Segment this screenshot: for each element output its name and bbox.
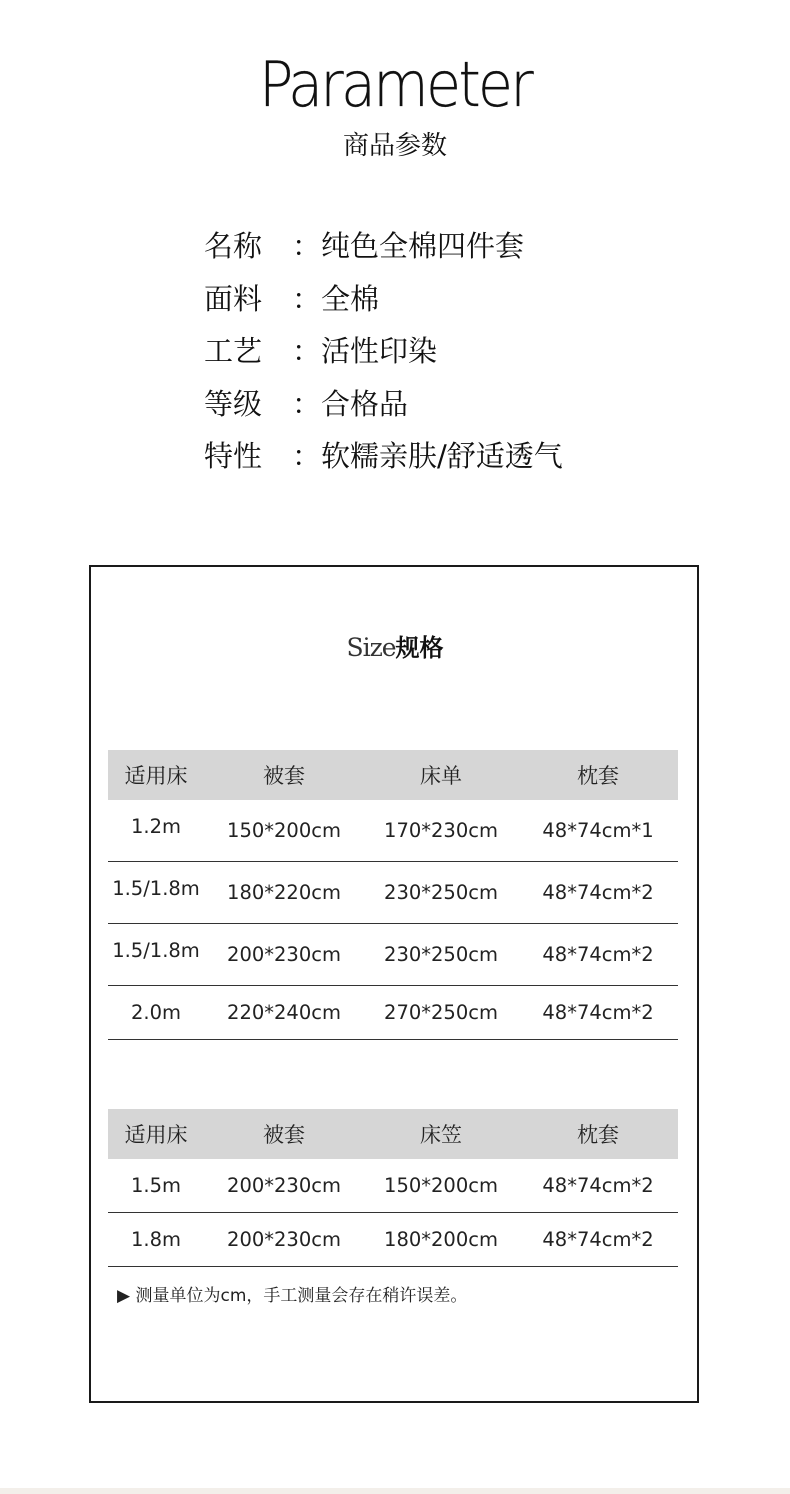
header-bed: 适用床 xyxy=(108,750,204,800)
cell-bed: 2.0m xyxy=(108,986,204,1040)
cell-sheet: 170*230cm xyxy=(364,800,518,862)
cell-fitted-sheet: 180*200cm xyxy=(364,1213,518,1267)
param-value: 活性印染 xyxy=(321,334,438,368)
page-title: Parameter xyxy=(259,48,531,121)
param-value: 合格品 xyxy=(321,386,409,421)
cell-bed: 1.5/1.8m xyxy=(108,862,204,924)
param-row-process xyxy=(204,329,563,382)
table-row xyxy=(108,1159,678,1213)
cell-pillowcase: 48*74cm*2 xyxy=(518,986,678,1040)
table-header-row xyxy=(108,750,678,800)
param-colon: ： xyxy=(292,386,322,421)
cell-duvet: 220*240cm xyxy=(204,986,364,1040)
cell-sheet: 230*250cm xyxy=(364,862,518,924)
bottom-divider xyxy=(0,1488,790,1494)
cell-duvet: 150*200cm xyxy=(204,800,364,862)
header-pillowcase: 枕套 xyxy=(518,750,678,800)
param-row-grade xyxy=(204,382,563,435)
param-label: 工艺 xyxy=(204,334,263,368)
header-fitted-sheet: 床笠 xyxy=(364,1109,518,1159)
param-row-feature xyxy=(204,434,563,487)
size-title-en: Size xyxy=(346,633,396,662)
measurement-note xyxy=(117,1284,467,1308)
table-row xyxy=(108,800,678,862)
size-title-cn: 规格 xyxy=(395,634,444,662)
param-row-name xyxy=(204,224,563,277)
table-row xyxy=(108,862,678,924)
param-list xyxy=(204,224,563,487)
cell-bed: 1.2m xyxy=(108,800,204,862)
page-subtitle: 商品参数 xyxy=(342,131,447,161)
cell-bed: 1.5m xyxy=(108,1159,204,1213)
cell-duvet: 200*230cm xyxy=(204,1159,364,1213)
table-row xyxy=(108,1213,678,1267)
header-sheet: 床单 xyxy=(364,750,518,800)
cell-pillowcase: 48*74cm*1 xyxy=(518,800,678,862)
table-row xyxy=(108,924,678,986)
cell-duvet: 180*220cm xyxy=(204,862,364,924)
size-table-flat-sheet xyxy=(108,750,678,1040)
note-text: 测量单位为cm，手工测量会存在稍许误差。 xyxy=(135,1286,468,1306)
param-colon: ： xyxy=(292,229,322,263)
param-colon: ： xyxy=(292,334,322,368)
cell-fitted-sheet: 150*200cm xyxy=(364,1159,518,1213)
param-label: 特性 xyxy=(204,439,263,473)
table-row xyxy=(108,986,678,1040)
cell-pillowcase: 48*74cm*2 xyxy=(518,862,678,924)
size-title xyxy=(0,630,790,666)
cell-bed: 1.8m xyxy=(108,1213,204,1267)
triangle-right-icon: ▶ xyxy=(117,1286,131,1306)
header-duvet: 被套 xyxy=(204,1109,364,1159)
cell-pillowcase: 48*74cm*2 xyxy=(518,924,678,986)
param-colon: ： xyxy=(292,281,322,316)
cell-pillowcase: 48*74cm*2 xyxy=(518,1159,678,1213)
cell-duvet: 200*230cm xyxy=(204,924,364,986)
cell-sheet: 270*250cm xyxy=(364,986,518,1040)
cell-sheet: 230*250cm xyxy=(364,924,518,986)
param-value: 软糯亲肤/舒适透气 xyxy=(321,439,563,473)
header-pillowcase: 枕套 xyxy=(518,1109,678,1159)
header-duvet: 被套 xyxy=(204,750,364,800)
param-row-fabric xyxy=(204,277,563,330)
param-value: 纯色全棉四件套 xyxy=(321,229,525,263)
param-value: 全棉 xyxy=(321,281,380,316)
param-colon: ： xyxy=(292,439,322,473)
size-table-fitted-sheet xyxy=(108,1109,678,1267)
param-label: 等级 xyxy=(204,386,263,421)
param-label: 面料 xyxy=(204,281,263,316)
header-bed: 适用床 xyxy=(108,1109,204,1159)
param-label: 名称 xyxy=(204,229,263,263)
table-header-row xyxy=(108,1109,678,1159)
cell-pillowcase: 48*74cm*2 xyxy=(518,1213,678,1267)
cell-duvet: 200*230cm xyxy=(204,1213,364,1267)
cell-bed: 1.5/1.8m xyxy=(108,924,204,986)
